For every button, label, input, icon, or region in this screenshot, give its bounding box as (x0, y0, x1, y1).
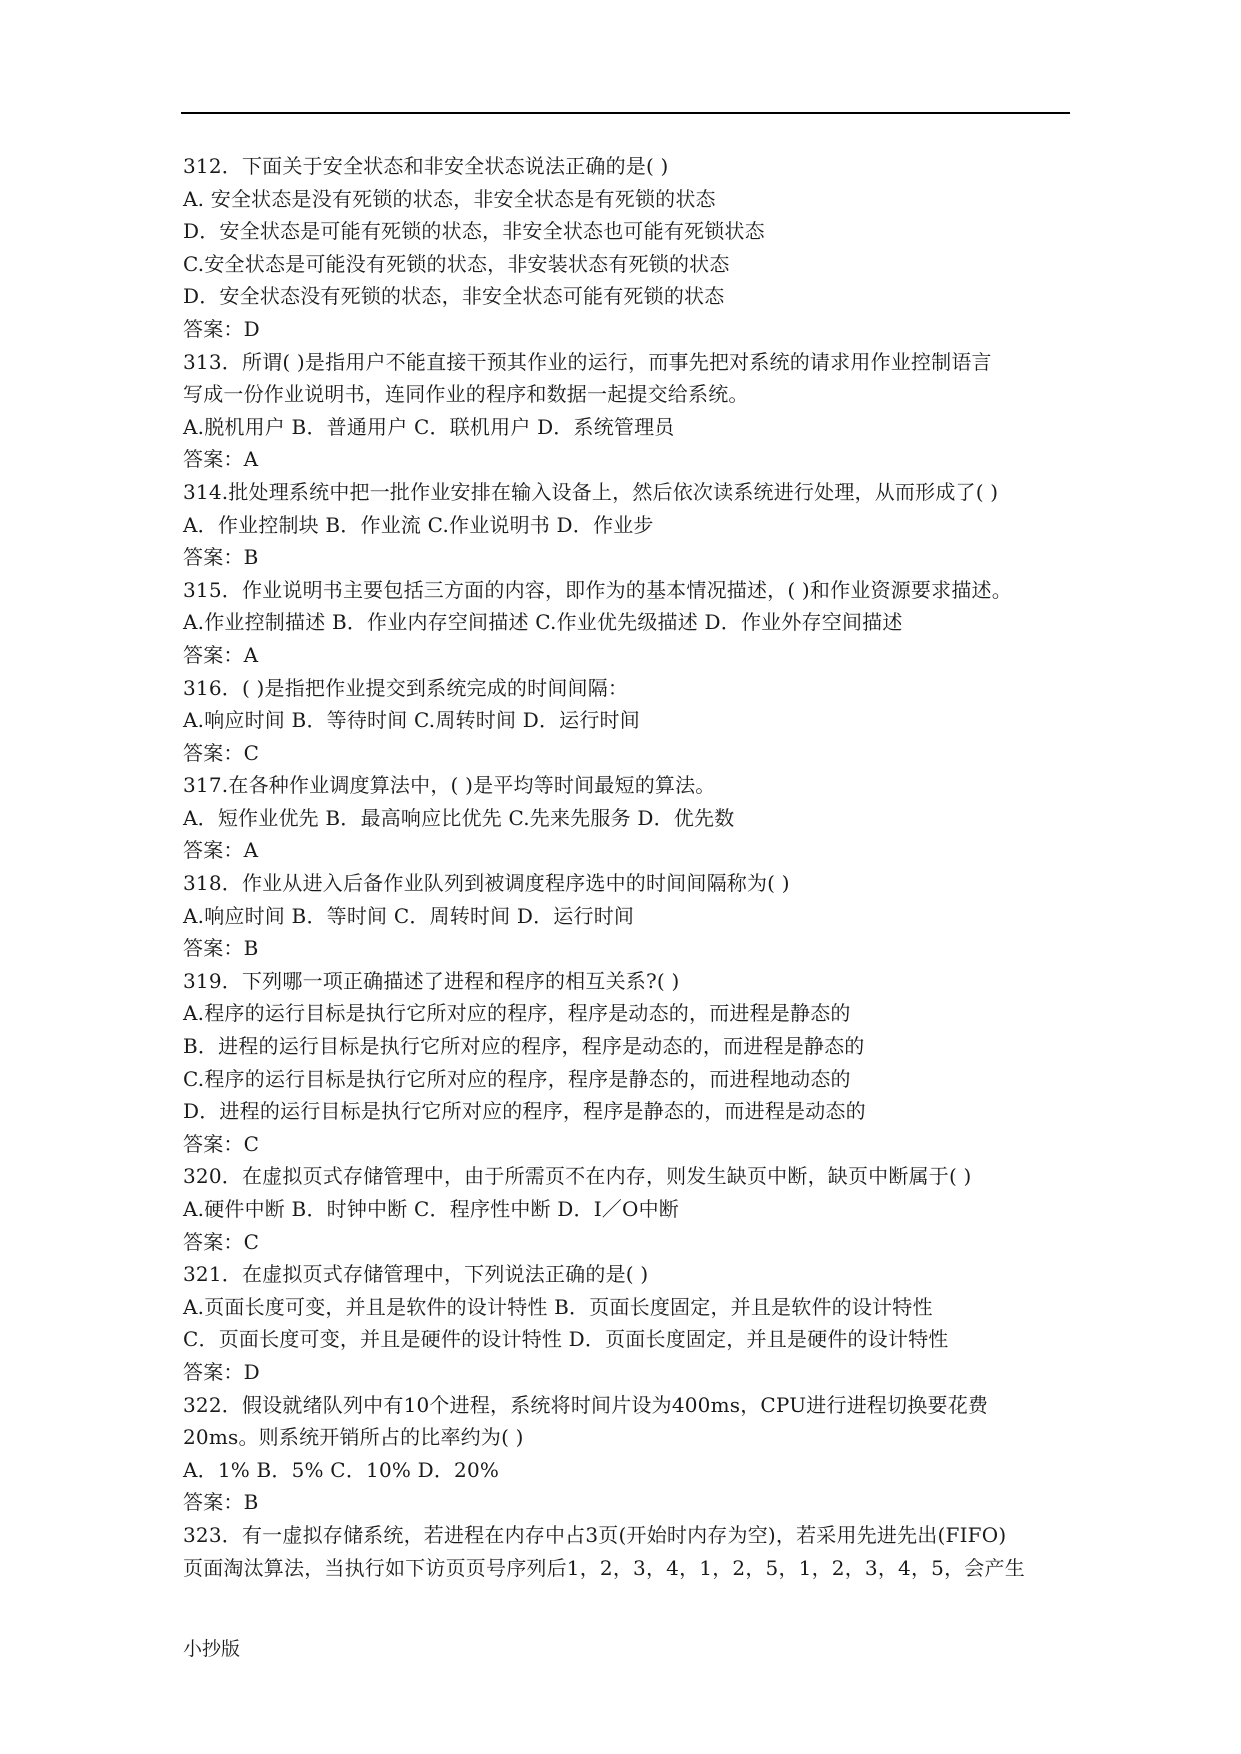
text-line: A．短作业优先 B．最高响应比优先 C.先来先服务 D．优先数 (183, 805, 735, 830)
text-line: A.硬件中断 B．时钟中断 C．程序性中断 D．I／O中断 (183, 1197, 680, 1221)
text-line: A.响应时间 B．等待时间 C.周转时间 D．运行时间 (183, 708, 640, 733)
text-line: 322．假设就绪队列中有10个进程，系统将时间片设为400ms，CPU进行进程切换要花费 (183, 1392, 989, 1417)
text-line: 答案：B (183, 1490, 259, 1515)
text-line: 答案：D (183, 1359, 260, 1384)
text-line: 答案：A (183, 642, 259, 667)
page-footer: 小抄版 (183, 1638, 241, 1660)
text-line: 答案：C (183, 1229, 260, 1254)
document-body (183, 150, 1083, 1584)
text-line: 317.在各种作业调度算法中，( )是平均等时间最短的算法。 (183, 773, 716, 798)
text-line: 答案：B (183, 545, 259, 570)
text-line: A.页面长度可变，并且是软件的设计特性 B．页面长度固定，并且是软件的设计特性 (183, 1294, 933, 1319)
text-line: 写成一份作业说明书，连同作业的程序和数据一起提交给系统。 (183, 382, 749, 407)
text-line: A.脱机用户 B．普通用户 C．联机用户 D．系统管理员 (183, 414, 675, 439)
text-line: 318．作业从进入后备作业队列到被调度程序选中的时间间隔称为( ) (183, 871, 790, 896)
text-line: 313．所谓( )是指用户不能直接干预其作业的运行，而事先把对系统的请求用作业控制语言 (183, 349, 992, 374)
text-line: 20ms。则系统开销所占的比率约为( ) (183, 1425, 524, 1450)
text-line: 答案：A (183, 447, 259, 472)
text-line: C.安全状态是可能没有死锁的状态，非安装状态有死锁的状态 (183, 251, 730, 276)
text-line: 319．下列哪一项正确描述了进程和程序的相互关系?( ) (183, 968, 680, 993)
text-line: D．进程的运行目标是执行它所对应的程序，程序是静态的，而进程是动态的 (183, 1099, 866, 1124)
text-line: 314.批处理系统中把一批作业安排在输入设备上，然后依次读系统进行处理，从而形成了( ) (183, 479, 999, 504)
text-line: 页面淘汰算法，当执行如下访页页号序列后1，2，3，4，1，2，5，1，2，3，4，5，会产生 (183, 1555, 1025, 1580)
text-line: A. 安全状态是没有死锁的状态，非安全状态是有死锁的状态 (183, 186, 716, 211)
text-line: 323．有一虚拟存储系统，若进程在内存中占3页(开始时内存为空)，若采用先进先出(FIFO) (183, 1522, 1007, 1547)
text-line: A.作业控制描述 B．作业内存空间描述 C.作业优先级描述 D．作业外存空间描述 (183, 610, 903, 635)
text-line: 答案：C (183, 740, 260, 765)
text-line: A.响应时间 B．等时间 C．周转时间 D．运行时间 (183, 903, 635, 928)
text-line: A.程序的运行目标是执行它所对应的程序，程序是动态的，而进程是静态的 (183, 1001, 851, 1026)
text-line: C．页面长度可变，并且是硬件的设计特性 D．页面长度固定，并且是硬件的设计特性 (183, 1327, 949, 1352)
text-line: A．作业控制块 B．作业流 C.作业说明书 D．作业步 (183, 512, 654, 537)
text-line: 答案：A (183, 838, 259, 863)
text-line: 320．在虚拟页式存储管理中，由于所需页不在内存，则发生缺页中断，缺页中断属于( ) (183, 1164, 972, 1189)
header-rule (181, 112, 1070, 114)
text-line: 312．下面关于安全状态和非安全状态说法正确的是( ) (183, 154, 669, 178)
text-line: 答案：C (183, 1131, 260, 1156)
text-line: D．安全状态没有死锁的状态，非安全状态可能有死锁的状态 (183, 284, 725, 309)
text-line: 答案：B (183, 936, 259, 961)
text-line: 315．作业说明书主要包括三方面的内容，即作为的基本情况描述，( )和作业资源要求描述。 (183, 577, 1012, 602)
text-line: D．安全状态是可能有死锁的状态，非安全状态也可能有死锁状态 (183, 219, 765, 244)
text-line: 316．( )是指把作业提交到系统完成的时间间隔： (183, 675, 629, 700)
text-line: 答案：D (183, 316, 260, 341)
text-line: 321．在虚拟页式存储管理中，下列说法正确的是( ) (183, 1262, 649, 1287)
text-line: A．1% B．5% C．10% D．20% (183, 1457, 500, 1482)
text-line: C.程序的运行目标是执行它所对应的程序，程序是静态的，而进程地动态的 (183, 1066, 851, 1091)
text-line: B．进程的运行目标是执行它所对应的程序，程序是动态的，而进程是静态的 (183, 1034, 865, 1059)
